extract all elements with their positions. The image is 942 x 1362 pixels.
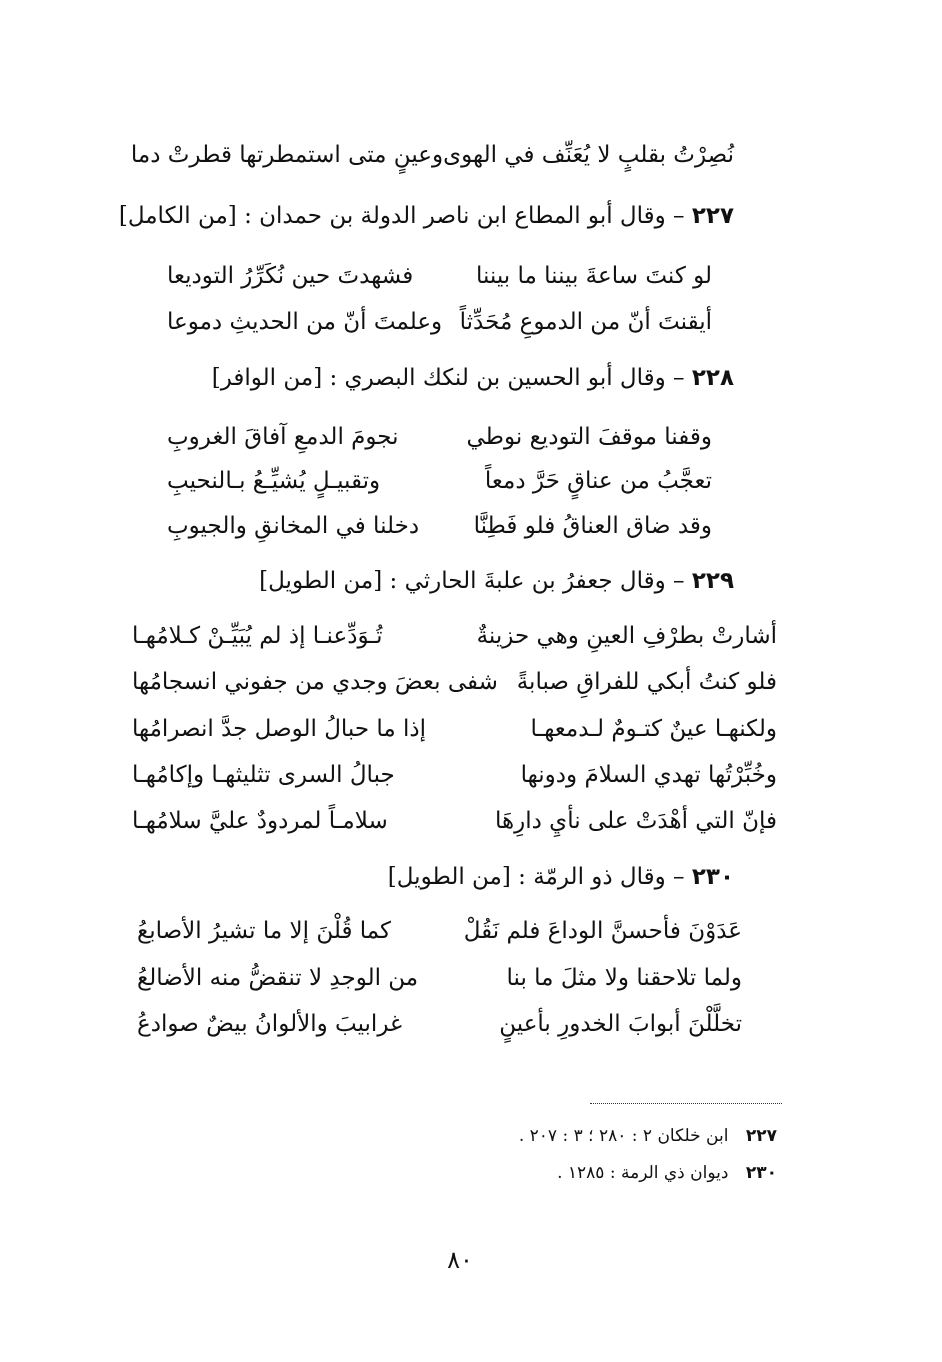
meter-label: [من الكامل] (118, 203, 237, 229)
hemistich-first: ولما تلاحقنا ولا مثلَ ما بنا (506, 965, 742, 991)
section-intro: – وقال أبو المطاع ابن ناصر الدولة بن حمدان : (244, 203, 685, 229)
footnote (557, 1163, 777, 1183)
verse-line (167, 263, 712, 291)
page-number: ٨٠ (447, 1246, 473, 1274)
verse-line (132, 669, 777, 697)
section-intro: – وقال جعفرُ بن علبةَ الحارثي : (389, 568, 685, 594)
verse-line (132, 808, 777, 836)
verse-line (137, 965, 742, 993)
section-heading (259, 568, 734, 596)
section-number: ٢٢٨ (691, 365, 734, 391)
hemistich-second: وعلمتَ أنّ من الحديثِ دموعا (167, 309, 443, 335)
hemistich-second: دخلنا في المخانقِ والجيوبِ (167, 513, 420, 539)
hemistich-first: أشارتْ بطرْفِ العينِ وهي حزينةٌ (476, 623, 777, 649)
meter-label: [من الوافر] (211, 365, 323, 391)
section-number: ٢٢٩ (691, 568, 734, 594)
meter-label: [من الطويل] (387, 864, 511, 890)
hemistich-second: وتقبيـلٍ يُشيِّـعُ بـالنحيبِ (167, 468, 381, 494)
hemistich-first: وخُبِّرْتُها تهدي السلامَ ودونها (520, 762, 777, 788)
section-intro: – وقال ذو الرمّة : (518, 864, 685, 890)
footnote-divider (590, 1103, 782, 1104)
hemistich-first: عَدَوْنَ فأحسنَّ الوداعَ فلم نَقُلْ (463, 918, 742, 944)
hemistich-first: فإنّ التي أهْدَتْ على نأيِ دارِهَا (495, 808, 777, 834)
hemistich-first: ولكنهـا عينٌ كتـومٌ لـدمعهـا (530, 716, 777, 742)
verse-line (167, 309, 712, 337)
verse-line (132, 623, 777, 651)
section-number: ٢٢٧ (691, 203, 734, 229)
section-heading (212, 365, 734, 393)
hemistich-first: وقفنا موقفَ التوديع نوطي (466, 424, 712, 450)
footnote-number: ٢٣٠ (745, 1163, 777, 1183)
footnote (519, 1126, 777, 1146)
hemistich-first: لو كنتَ ساعةَ بيننا ما بيننا (475, 263, 712, 289)
hemistich-second: نجومَ الدمعِ آفاقَ الغروبِ (167, 424, 399, 450)
verse-line (132, 762, 777, 790)
verse-line (137, 918, 742, 946)
hemistich-second: تُـوَدِّعنـا إذ لم يُبَيِّـنْ كـلامُهـا (132, 623, 383, 649)
verse-line (167, 513, 712, 541)
section-number: ٢٣٠ (691, 864, 734, 890)
hemistich-second: شفى بعضَ وجدي من جفوني انسجامُها (132, 669, 498, 695)
hemistich-second: إذا ما حبالُ الوصل جدَّ انصرامُها (132, 716, 427, 742)
verse-line (137, 1011, 742, 1039)
footnote-text: ديوان ذي الرمة : ١٢٨٥ . (557, 1163, 729, 1183)
section-heading (388, 864, 734, 892)
section-intro: – وقال أبو الحسين بن لنكك البصري : (329, 365, 685, 391)
hemistich-second: جبالُ السرى تثليثهـا وإكامُهـا (132, 762, 395, 788)
hemistich-first: أيقنتَ أنّ من الدموعِ مُحَدِّثاً (459, 309, 712, 335)
verse-line (167, 424, 712, 452)
verse-line (167, 468, 712, 496)
hemistich-first: وقد ضاق العناقُ فلو فَطِنَّا (473, 513, 712, 539)
footnote-text: ابن خلكان ٢ : ٢٨٠ ؛ ٣ : ٢٠٧ . (518, 1126, 729, 1146)
verse-line (130, 142, 734, 170)
hemistich-first: تخلَّلْنَ أبوابَ الخدورِ بأعينٍ (499, 1011, 742, 1037)
hemistich-second: وعينٍ متى استمطرتها قطرتْ دما (130, 142, 444, 168)
hemistich-second: سلامـاً لمردودٌ عليَّ سلامُهـا (132, 808, 388, 834)
hemistich-first: نُصِرْتُ بقلبٍ لا يُعَنِّف في الهوى (443, 142, 734, 168)
hemistich-second: فشهدتَ حين نُكَرِّرُ التوديعا (167, 263, 414, 289)
hemistich-first: تعجَّبُ من عناقٍ حَرَّ دمعاً (484, 468, 712, 494)
verse-line (132, 716, 777, 744)
hemistich-first: فلو كنتُ أبكي للفراقِ صبابةً (516, 669, 777, 695)
hemistich-second: غرابيبَ والألوانُ بيضٌ صوادعُ (137, 1011, 403, 1037)
hemistich-second: كما قُلْنَ إلا ما تشيرُ الأصابعُ (137, 918, 391, 944)
hemistich-second: من الوجدِ لا تنقضُّ منه الأضالعُ (137, 965, 419, 991)
footnote-number: ٢٢٧ (745, 1126, 777, 1146)
meter-label: [من الطويل] (259, 568, 383, 594)
section-heading (119, 203, 734, 231)
